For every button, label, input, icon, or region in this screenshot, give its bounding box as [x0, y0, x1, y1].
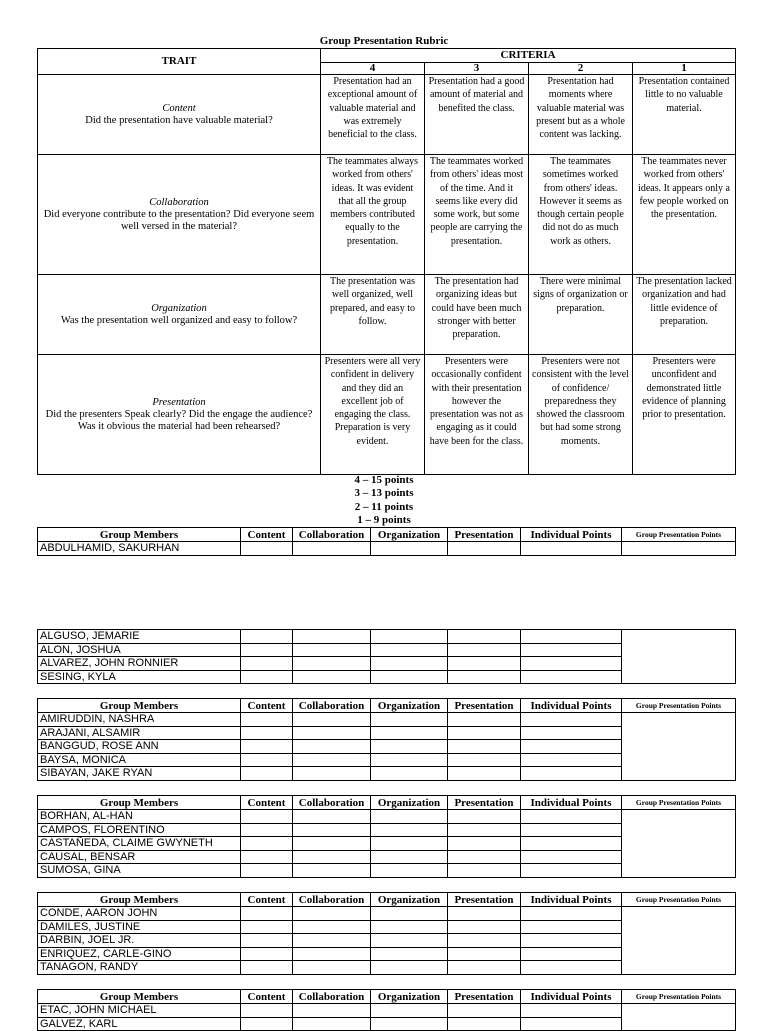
score-cell-collaboration[interactable] — [293, 850, 371, 864]
score-cell-collaboration[interactable] — [293, 837, 371, 851]
member-name: ENRIQUEZ, CARLE-GINO — [38, 947, 241, 961]
score-cell-content[interactable] — [241, 726, 293, 740]
header-individual: Individual Points — [521, 990, 622, 1004]
criteria-cell: The teammates worked from others' ideas most of the time. And it seems like every did some work, but some people are carrying the presentation. — [425, 155, 529, 275]
member-name: ETAC, JOHN MICHAEL — [38, 1004, 241, 1018]
criteria-cell: The teammates sometimes worked from others' ideas. However it seems as though certain people did not do as much work as others. — [529, 155, 633, 275]
score-cell-collaboration[interactable] — [293, 823, 371, 837]
score-cell-organization[interactable] — [371, 920, 448, 934]
score-cell-collaboration[interactable] — [293, 657, 371, 671]
points-scale-item: 2 – 11 points — [354, 500, 414, 513]
criteria-cell: There were minimal signs of organization or preparation. — [529, 275, 633, 355]
score-cell-individual[interactable] — [521, 657, 622, 671]
score-cell-presentation[interactable] — [448, 837, 521, 851]
score-cell-organization[interactable] — [371, 864, 448, 878]
score-cell-presentation[interactable] — [448, 907, 521, 921]
member-name: DAMILES, JUSTINE — [38, 920, 241, 934]
score-cell-organization[interactable] — [371, 810, 448, 824]
header-individual: Individual Points — [521, 796, 622, 810]
header-collaboration: Collaboration — [293, 528, 371, 542]
header-group-members: Group Members — [38, 893, 241, 907]
score-cell-individual[interactable] — [521, 713, 622, 727]
header-content: Content — [241, 893, 293, 907]
score-cell-individual[interactable] — [521, 837, 622, 851]
score-cell-content[interactable] — [241, 1004, 293, 1018]
score-cell-collaboration[interactable] — [293, 740, 371, 754]
score-cell-collaboration[interactable] — [293, 713, 371, 727]
criteria-cell: The teammates never worked from others' ideas. It appears only a few people worked on the presentation. — [633, 155, 736, 275]
score-cell-organization[interactable] — [371, 837, 448, 851]
group-points-cell[interactable] — [622, 907, 736, 975]
score-cell-organization[interactable] — [371, 767, 448, 781]
score-cell-collaboration[interactable] — [293, 767, 371, 781]
member-name: SESING, KYLA — [38, 670, 241, 684]
score-cell-presentation[interactable] — [448, 823, 521, 837]
header-collaboration: Collaboration — [293, 699, 371, 713]
header-collaboration: Collaboration — [293, 796, 371, 810]
criteria-cell: Presenters were unconfident and demonstrated little evidence of planning prior to presentation. — [633, 355, 736, 475]
header-organization: Organization — [371, 699, 448, 713]
trait-question: Was the presentation well organized and easy to follow? — [60, 314, 298, 326]
score-cell-content[interactable] — [241, 657, 293, 671]
criteria-cell: Presentation contained little to no valuable material. — [633, 75, 736, 155]
header-content: Content — [241, 990, 293, 1004]
score-cell-individual[interactable] — [521, 864, 622, 878]
score-cell-organization[interactable] — [371, 753, 448, 767]
header-group-points: Group Presentation Points — [622, 893, 736, 907]
criteria-cell: Presentation had a good amount of material and benefited the class. — [425, 75, 529, 155]
member-name: SUMOSA, GINA — [38, 864, 241, 878]
score-cell-organization[interactable] — [371, 657, 448, 671]
score-cell-presentation[interactable] — [448, 726, 521, 740]
header-content: Content — [241, 796, 293, 810]
score-cell-organization[interactable] — [371, 947, 448, 961]
header-group-points: Group Presentation Points — [622, 990, 736, 1004]
group-points-cell[interactable] — [622, 542, 736, 556]
score-cell-content[interactable] — [241, 961, 293, 975]
header-collaboration: Collaboration — [293, 990, 371, 1004]
score-cell-content[interactable] — [241, 837, 293, 851]
score-cell-organization[interactable] — [371, 643, 448, 657]
member-row — [38, 630, 736, 644]
score-cell-presentation[interactable] — [448, 643, 521, 657]
score-cell-content[interactable] — [241, 920, 293, 934]
score-cell-content[interactable] — [241, 753, 293, 767]
score-cell-individual[interactable] — [521, 740, 622, 754]
header-individual: Individual Points — [521, 699, 622, 713]
points-scale-item: 3 – 13 points — [354, 487, 414, 500]
member-name: CAUSAL, BENSAR — [38, 850, 241, 864]
member-name: ARAJANI, ALSAMIR — [38, 726, 241, 740]
score-header: 4 — [321, 63, 425, 75]
header-presentation: Presentation — [448, 990, 521, 1004]
criteria-cell: Presenters were occasionally confident with their presentation however the presentation was not as engaging as it could have been for the class. — [425, 355, 529, 475]
score-cell-collaboration[interactable] — [293, 947, 371, 961]
score-cell-presentation[interactable] — [448, 961, 521, 975]
member-name: GALVEZ, KARL — [38, 1017, 241, 1031]
score-cell-organization[interactable] — [371, 630, 448, 644]
trait-name: Collaboration — [149, 196, 209, 208]
score-cell-presentation[interactable] — [448, 864, 521, 878]
header-organization: Organization — [371, 796, 448, 810]
score-cell-collaboration[interactable] — [293, 864, 371, 878]
score-cell-collaboration[interactable] — [293, 1004, 371, 1018]
criteria-header: CRITERIA — [321, 49, 736, 63]
score-cell-collaboration[interactable] — [293, 643, 371, 657]
criteria-cell: Presentation had an exceptional amount of valuable material and was extremely beneficial to the class. — [321, 75, 425, 155]
score-cell-content[interactable] — [241, 810, 293, 824]
trait-question: Did everyone contribute to the presentation? Did everyone seem well versed in the material? — [43, 208, 315, 232]
criteria-cell: Presenters were not consistent with the level of confidence/ preparedness they showed the classroom but had some strong moments. — [529, 355, 633, 475]
header-individual: Individual Points — [521, 893, 622, 907]
score-cell-individual[interactable] — [521, 823, 622, 837]
score-cell-organization[interactable] — [371, 961, 448, 975]
criteria-cell: The presentation was well organized, well prepared, and easy to follow. — [321, 275, 425, 355]
score-cell-presentation[interactable] — [448, 753, 521, 767]
criteria-cell: The presentation had organizing ideas but could have been much stronger with better preparation. — [425, 275, 529, 355]
criteria-cell: The presentation lacked organization and had little evidence of preparation. — [633, 275, 736, 355]
group-points-cell[interactable] — [622, 630, 736, 684]
group-table — [37, 698, 736, 781]
score-cell-individual[interactable] — [521, 767, 622, 781]
member-name: BORHAN, AL-HAN — [38, 810, 241, 824]
score-cell-collaboration[interactable] — [293, 542, 371, 556]
score-cell-content[interactable] — [241, 864, 293, 878]
score-cell-presentation[interactable] — [448, 542, 521, 556]
header-presentation: Presentation — [448, 528, 521, 542]
score-cell-content[interactable] — [241, 823, 293, 837]
score-cell-presentation[interactable] — [448, 934, 521, 948]
score-cell-presentation[interactable] — [448, 630, 521, 644]
score-cell-organization[interactable] — [371, 726, 448, 740]
score-cell-individual[interactable] — [521, 850, 622, 864]
group-table — [37, 989, 736, 1031]
score-cell-content[interactable] — [241, 850, 293, 864]
member-name: ALVAREZ, JOHN RONNIER — [38, 657, 241, 671]
header-presentation: Presentation — [448, 796, 521, 810]
header-group-points: Group Presentation Points — [622, 699, 736, 713]
score-cell-content[interactable] — [241, 907, 293, 921]
member-row — [38, 810, 736, 824]
score-cell-individual[interactable] — [521, 670, 622, 684]
group-points-cell[interactable] — [622, 1004, 736, 1031]
score-cell-presentation[interactable] — [448, 740, 521, 754]
member-name: BANGGUD, ROSE ANN — [38, 740, 241, 754]
trait-name: Presentation — [152, 396, 206, 408]
criteria-cell: Presenters were all very confident in delivery and they did an excellent job of engaging the class. Preparation is very evident. — [321, 355, 425, 475]
score-cell-content[interactable] — [241, 934, 293, 948]
score-cell-individual[interactable] — [521, 726, 622, 740]
score-cell-individual[interactable] — [521, 907, 622, 921]
score-cell-presentation[interactable] — [448, 670, 521, 684]
header-organization: Organization — [371, 528, 448, 542]
trait-header: TRAIT — [38, 49, 321, 75]
score-cell-collaboration[interactable] — [293, 907, 371, 921]
score-cell-collaboration[interactable] — [293, 753, 371, 767]
header-group-points: Group Presentation Points — [622, 528, 736, 542]
member-name: ALON, JOSHUA — [38, 643, 241, 657]
criteria-cell: The teammates always worked from others' ideas. It was evident that all the group members contributed equally to the presentation. — [321, 155, 425, 275]
rubric-table — [37, 48, 736, 475]
score-cell-organization[interactable] — [371, 1004, 448, 1018]
score-cell-content[interactable] — [241, 713, 293, 727]
header-organization: Organization — [371, 990, 448, 1004]
score-cell-organization[interactable] — [371, 740, 448, 754]
score-cell-individual[interactable] — [521, 630, 622, 644]
header-group-members: Group Members — [38, 699, 241, 713]
header-group-points: Group Presentation Points — [622, 796, 736, 810]
header-group-members: Group Members — [38, 990, 241, 1004]
score-cell-content[interactable] — [241, 947, 293, 961]
member-name: ALGUSO, JEMARIE — [38, 630, 241, 644]
header-organization: Organization — [371, 893, 448, 907]
score-cell-collaboration[interactable] — [293, 961, 371, 975]
score-cell-content[interactable] — [241, 542, 293, 556]
group-table — [37, 892, 736, 975]
score-cell-organization[interactable] — [371, 907, 448, 921]
score-cell-collaboration[interactable] — [293, 630, 371, 644]
group-points-cell[interactable] — [622, 810, 736, 878]
score-cell-presentation[interactable] — [448, 947, 521, 961]
score-cell-collaboration[interactable] — [293, 934, 371, 948]
score-cell-content[interactable] — [241, 630, 293, 644]
trait-name: Content — [162, 102, 196, 114]
score-header: 1 — [633, 63, 736, 75]
score-cell-individual[interactable] — [521, 1004, 622, 1018]
trait-question: Did the presenters Speak clearly? Did the engage the audience? Was it obvious the material had been rehearsed? — [45, 408, 313, 432]
header-collaboration: Collaboration — [293, 893, 371, 907]
score-cell-individual[interactable] — [521, 947, 622, 961]
member-name: TANAGON, RANDY — [38, 961, 241, 975]
score-cell-content[interactable] — [241, 767, 293, 781]
score-cell-collaboration[interactable] — [293, 726, 371, 740]
trait-question: Did the presentation have valuable material? — [85, 114, 273, 126]
score-cell-individual[interactable] — [521, 810, 622, 824]
header-presentation: Presentation — [448, 893, 521, 907]
member-name: CASTAÑEDA, CLAIME GWYNETH — [38, 837, 241, 851]
member-row — [38, 907, 736, 921]
page-title: Group Presentation Rubric — [319, 35, 449, 47]
score-cell-individual[interactable] — [521, 542, 622, 556]
points-scale — [0, 474, 768, 527]
header-content: Content — [241, 528, 293, 542]
score-cell-content[interactable] — [241, 670, 293, 684]
header-individual: Individual Points — [521, 528, 622, 542]
trait-content — [38, 75, 321, 155]
trait-organization — [38, 275, 321, 355]
trait-collaboration — [38, 155, 321, 275]
group-points-cell[interactable] — [622, 713, 736, 781]
score-cell-content[interactable] — [241, 740, 293, 754]
score-cell-presentation[interactable] — [448, 657, 521, 671]
member-name: DARBIN, JOEL JR. — [38, 934, 241, 948]
score-cell-collaboration[interactable] — [293, 670, 371, 684]
member-name: CAMPOS, FLORENTINO — [38, 823, 241, 837]
score-cell-individual[interactable] — [521, 920, 622, 934]
score-cell-presentation[interactable] — [448, 1004, 521, 1018]
score-cell-organization[interactable] — [371, 713, 448, 727]
member-name: BAYSA, MONICA — [38, 753, 241, 767]
member-row — [38, 713, 736, 727]
trait-name: Organization — [151, 302, 207, 314]
member-name: CONDE, AARON JOHN — [38, 907, 241, 921]
score-cell-presentation[interactable] — [448, 767, 521, 781]
points-scale-item: 4 – 15 points — [354, 474, 414, 486]
group-table — [37, 629, 736, 684]
group-table — [37, 527, 736, 556]
score-cell-organization[interactable] — [371, 823, 448, 837]
score-cell-presentation[interactable] — [448, 810, 521, 824]
score-cell-organization[interactable] — [371, 670, 448, 684]
score-header: 3 — [425, 63, 529, 75]
score-cell-individual[interactable] — [521, 961, 622, 975]
trait-presentation — [38, 355, 321, 475]
score-cell-organization[interactable] — [371, 934, 448, 948]
score-cell-presentation[interactable] — [448, 850, 521, 864]
member-name: AMIRUDDIN, NASHRA — [38, 713, 241, 727]
score-cell-collaboration[interactable] — [293, 810, 371, 824]
score-cell-collaboration[interactable] — [293, 920, 371, 934]
header-group-members: Group Members — [38, 528, 241, 542]
score-cell-individual[interactable] — [521, 934, 622, 948]
header-group-members: Group Members — [38, 796, 241, 810]
score-cell-content[interactable] — [241, 643, 293, 657]
points-scale-item: 1 – 9 points — [357, 513, 411, 526]
score-cell-organization[interactable] — [371, 850, 448, 864]
score-cell-presentation[interactable] — [448, 920, 521, 934]
score-cell-presentation[interactable] — [448, 713, 521, 727]
header-content: Content — [241, 699, 293, 713]
group-table — [37, 795, 736, 878]
criteria-cell: Presentation had moments where valuable material was present but as a whole content was lacking. — [529, 75, 633, 155]
score-cell-individual[interactable] — [521, 643, 622, 657]
header-presentation: Presentation — [448, 699, 521, 713]
member-row — [38, 1004, 736, 1018]
score-header: 2 — [529, 63, 633, 75]
member-name: ABDULHAMID, SAKURHAN — [38, 542, 241, 556]
member-name: SIBAYAN, JAKE RYAN — [38, 767, 241, 781]
member-row — [38, 542, 736, 556]
score-cell-organization[interactable] — [371, 542, 448, 556]
score-cell-individual[interactable] — [521, 753, 622, 767]
